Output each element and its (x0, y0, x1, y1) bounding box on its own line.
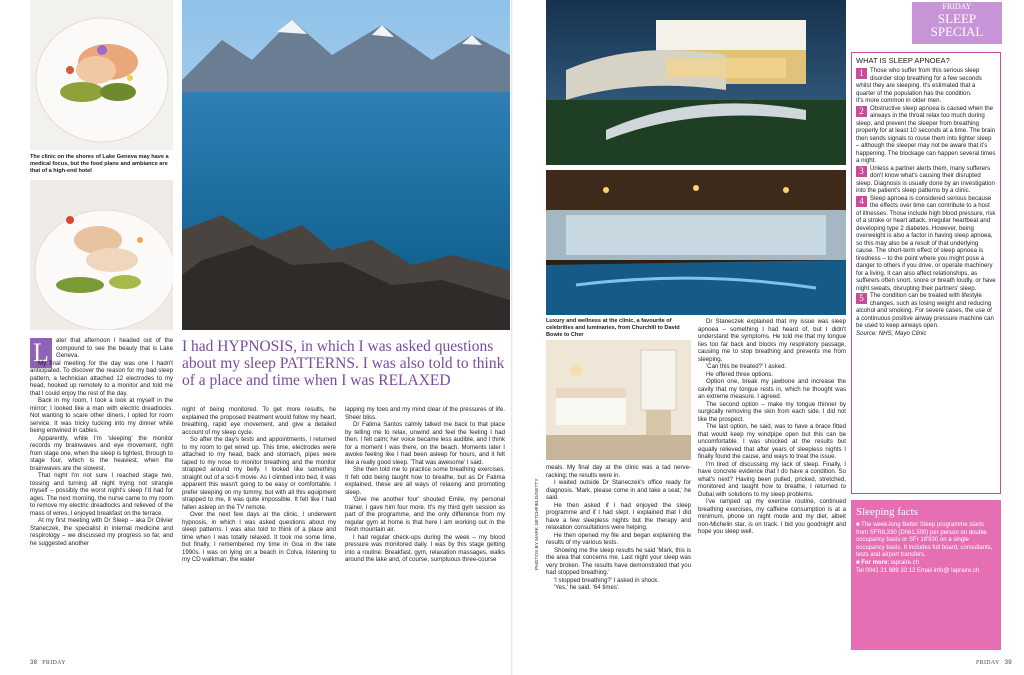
sidebar-item (856, 195, 996, 293)
sidebar-title: WHAT IS SLEEP APNOEA? (856, 56, 950, 65)
paragraph: I've ramped up my exercise routine, continued breathing exercises, my caffeine consumption is at a minimum, phone on night mode and my diet, albeit non-Michelin star, is on track. I bid you goodnight and hope you sleep well. (698, 498, 846, 535)
page-number: 39 (1004, 660, 1012, 666)
paragraph: I'm tired of discussing my lack of sleep. Finally, I have concrete evidence that I do have a condition. So what's next? Having been pulled, pricked, stretched, monitored and taught how to breathe, I returned to Dubai with solutions to my sleep problems. (698, 460, 846, 498)
paragraph: At my first meeting with Dr Sleep – aka Dr Olivier Staneczek, the specialist in internal medicine and respirology – we discussed my progress so far, and he suggested another (30, 517, 173, 547)
paragraph: The second option – make my tongue thinner by surgically removing the skin from each side. I did not like the prospect. (698, 400, 846, 423)
magazine-name: FRIDAY (42, 660, 66, 666)
website-link[interactable]: lapraire.ch (890, 559, 919, 566)
badge-line1: FRIDAY (942, 2, 972, 11)
paragraph: He then asked if I had enjoyed the sleep programme and if I had slept. I explained that I did have a few sleepless nights but the therapy and relaxation consultations were helping. (546, 501, 691, 531)
left-column-1 (30, 337, 173, 547)
paragraph: night of being monitored. To get more results, he explained the proposed treatment would follow my heart, breathing, rapid eye movement, and give a detailed account of my sleep cycle. (182, 406, 336, 436)
paragraph: Dr Fatima Santos calmly talked me back to that place by telling me to relax, unwind and feel the feeling I had then. I felt calm; her voice became less audible, and I think for a moment I was there, on the beach. Moments later I awoke feeling like I had been asleep for hours, and it felt like a really good sleep. 'That was awesome' I said. (345, 421, 505, 466)
number-marker: 1 (856, 68, 867, 79)
right-column-1 (546, 464, 691, 592)
paragraph: ater that afternoon I headed out of the compound to see the beauty that is Lake Geneva. (56, 337, 173, 359)
sidebar-item (856, 165, 996, 195)
badge-line3: SPECIAL (930, 24, 984, 39)
paragraph: He then opened my file and began explaining the results of my various tests. (546, 531, 691, 546)
left-column-3 (345, 406, 505, 564)
sleep-apnoea-sidebar (851, 52, 1001, 494)
folio-right (976, 660, 1012, 666)
paragraph: So after the day's tests and appointments, I returned to my room to get wired up. This time, electrodes were attached to my head, back and stomach, pipes were taped to my nose to monitor breathing and the monitor strapped around my belly. I looked like something straight out of a sci-fi movie. As I climbed into bed, it was apparent this wasn't going to be easy or comfortable. I prefer sleeping on my tummy, but with all this equipment strapped to me, it was quite impossible. It felt like I had fallen asleep on the TV remote. (182, 436, 336, 511)
folio-left (30, 660, 66, 666)
lake-geneva-photo (182, 0, 510, 330)
photo-caption-food: The clinic on the shores of Lake Geneva may have a medical focus, but the food plans and ambiance are that of a high-end hotel (30, 154, 169, 174)
number-marker: 3 (856, 166, 867, 177)
number-marker: 2 (856, 106, 867, 117)
left-column-2 (182, 406, 336, 564)
paragraph: Back in my room, I took a look at myself in the mirror; I looked like a man with electric dreadlocks. Not wanting to scare other diners, I opted for room service. It was tricky tucking into my dinner while being entwined in cables. (30, 397, 173, 434)
number-marker: 5 (856, 293, 867, 304)
paragraph: Option one, break my jawbone and increase the cavity that my tongue rests in, which he thought was an extreme measure. I agreed. (698, 378, 846, 400)
sidebar-item-text: It's more common in older men. (856, 97, 942, 104)
sleep-special-badge (912, 2, 1002, 44)
bedroom-photo (546, 340, 691, 460)
paragraph: Over the next few days at the clinic, I underwent hypnosis, in which I was asked questions about my sleep patterns. I was also told to think of a place and time when I was totally relaxed. It took me some time, but finally, I remembered my time in Goa in the late 1990s. I was on lying on a beach in Colva, listening to my CD walkman, the water (182, 511, 336, 563)
sleeping-facts-box (851, 500, 1001, 650)
paragraph: I waited outside Dr Staneczek's office ready for diagnosis. 'Mark, please come in and take a seat,' he said. (546, 479, 691, 501)
paragraph: 'Yes,' he said. '64 times'. (554, 584, 620, 591)
paragraph: Dr Staneczek explained that my issue was sleep apnoea – something I had heard of, but I didn't understand the symptoms. He told me that my tongue lies too far back and blocks my respiratory passage, causing me to stop breathing and prevents me from sleeping. (698, 318, 846, 363)
indoor-pool-photo (546, 170, 846, 315)
paragraph: meals. My final day at the clinic was a tad nerve-racking; the results were in. (546, 464, 691, 479)
sidebar-item (856, 67, 996, 97)
paragraph: 'I stopped breathing?' I asked in shock. (554, 576, 659, 584)
sidebar-item-text: Obstructive sleep apnoea is caused when the airways in the throat relax too much during sleep, and prevent the sleeper from breathing properly for at least 10 seconds at a time. The brain then sends signals to rouse them into lighter sleep – although the sleeper may not be aware that it's happening. The blockage can happen several times a night. (856, 104, 996, 164)
paragraph: The last option, he said, was to have a brace fitted that would keep my windpipe open but this can be uncomfortable. I was shocked at the results but equally relieved that after years of sleepless nights I finally found the cause, and ways to treat the issue. (698, 423, 846, 460)
paragraph: That night I'm not sure I reached stage two, tossing and turning all night trying not strangle myself – possibly the worst night's sleep I'd had for ages. The next morning, the nurse came to my room to remove my electric dreadlocks and relieved of the mass of wires, I enjoyed breakfast on the terrace. (30, 472, 173, 517)
paragraph: My final meeting for the day was one I hadn't anticipated. To discover the reason for my bad sleep pattern, a technician attached 12 electrodes to my head, hooked up remotely to a monitor and told me that I could enjoy the rest of the day. (30, 359, 173, 397)
photo-credit: PHOTOS BY MARK SETCHFIELD/GETTY (535, 478, 540, 570)
paragraph: He offered three options. (706, 370, 773, 378)
clinic-exterior-photo (546, 0, 846, 165)
magazine-name: FRIDAY (976, 660, 1000, 666)
sidebar-item (856, 292, 996, 330)
facts-more-label: ■ For more: (856, 559, 890, 566)
sidebar-item-text: The condition can be treated with lifestyle changes, such as losing weight and reducing alcohol and smoking. For severe cases, the use of a continuous positive airway pressure machine can be used to keep airways open. (856, 292, 994, 329)
paragraph: 'Can this be treated?' I asked. (706, 363, 787, 370)
dropcap: L (30, 338, 52, 368)
paragraph: She then told me to practice some breathing exercises. It felt odd being taught how to breathe, but as Dr Fatima explained, these are all ways of relaxing and promoting sleep. (345, 466, 505, 496)
photo-caption-clinic: Luxury and wellness at the clinic, a favourite of celebrities and luminaries, from Churchill to David Bowie to Cher (546, 318, 680, 338)
food-photo-top (30, 0, 173, 150)
facts-more (856, 560, 996, 568)
sidebar-item-text: Those who suffer from this serious sleep disorder stop breathing for a few seconds whilst they are sleeping. It's estimated that a quarter of the population has the condition. (856, 67, 982, 97)
sidebar-source: Source: NHS, Mayo Clinic (856, 329, 927, 337)
paragraph: I had regular check-ups during the week – my blood pressure was monitored daily. I was by this stage getting into a routine: Breakfast, gym, relaxation massages, walks around the lake and, of course, sumptuous three-course (345, 533, 505, 563)
facts-contact: Tel 0041 21 989 33 12 Email info@ lapraire.ch (856, 567, 980, 574)
paragraph: lapping my toes and my mind clear of the pressures of life. Sheer bliss. (345, 406, 505, 421)
right-column-2 (698, 318, 846, 536)
sidebar-item-text: Sleep apnoea is considered serious because the effects over time can contribute to a host of illnesses. Those include high blood pressure, risk of a stroke or heart attack, irregular heartbeat and developing type 2 diabetes. However, being overweight is also a factor in having sleep apnoea, so this may also be a result of that underlying cause. The short-term effect of sleep apnoea is tiredness – to the point where you might pose a danger to others if you drive, or operate machinery for a living. It can also affect relationships, as sufferers often snort, snore or breath loudly, or have night sweats, disrupting their partners' sleep. (856, 194, 996, 292)
paragraph: 'Give me another four' shouted Emile, my personal trainer. I gave him four more. It's my third gym session as part of the programme, and the only difference from my regular gym at home is that here I am working out in the fresh mountain air. (345, 496, 505, 533)
food-photo-bottom (30, 180, 173, 330)
facts-bullet: ■ The week-long Better Sleep programme starts from SFR8,330 (Dh61,500) per person on double occupancy basis or SFr 18'930 on a single occupancy basis. It includes full board, consultants, tests and airport transfers. (856, 522, 993, 559)
page-spine (511, 0, 513, 675)
pull-quote: I had HYPNOSIS, in which I was asked questions about my sleep PATTERNS. I was also told to think of a place and time when I was RELAXED (182, 338, 505, 389)
paragraph: Apparently, while I'm 'sleeping' the monitor records my brainwaves and eye movement, right from stage one, when the sleep is lightest, through to stage four, which is the heaviest, when the brainwaves are the slowest. (30, 434, 173, 472)
badge-line2: SLEEP (937, 11, 977, 26)
facts-title: Sleeping facts (856, 506, 919, 518)
sidebar-item-text: Unless a partner alerts them, many sufferers don't know what's causing their disrupted sleep. Diagnosis is usually done by an investigation into the patient's sleep patterns by a clinic. (856, 164, 995, 194)
paragraph: Showing me the sleep results he said 'Mark, this is the area that concerns me. Last night your sleep was very broken. The results have demonstrated that you had stopped breathing.' (546, 546, 691, 576)
page-number: 38 (30, 660, 38, 666)
sidebar-item (856, 105, 996, 165)
number-marker: 4 (856, 196, 867, 207)
sidebar-item (856, 97, 996, 105)
